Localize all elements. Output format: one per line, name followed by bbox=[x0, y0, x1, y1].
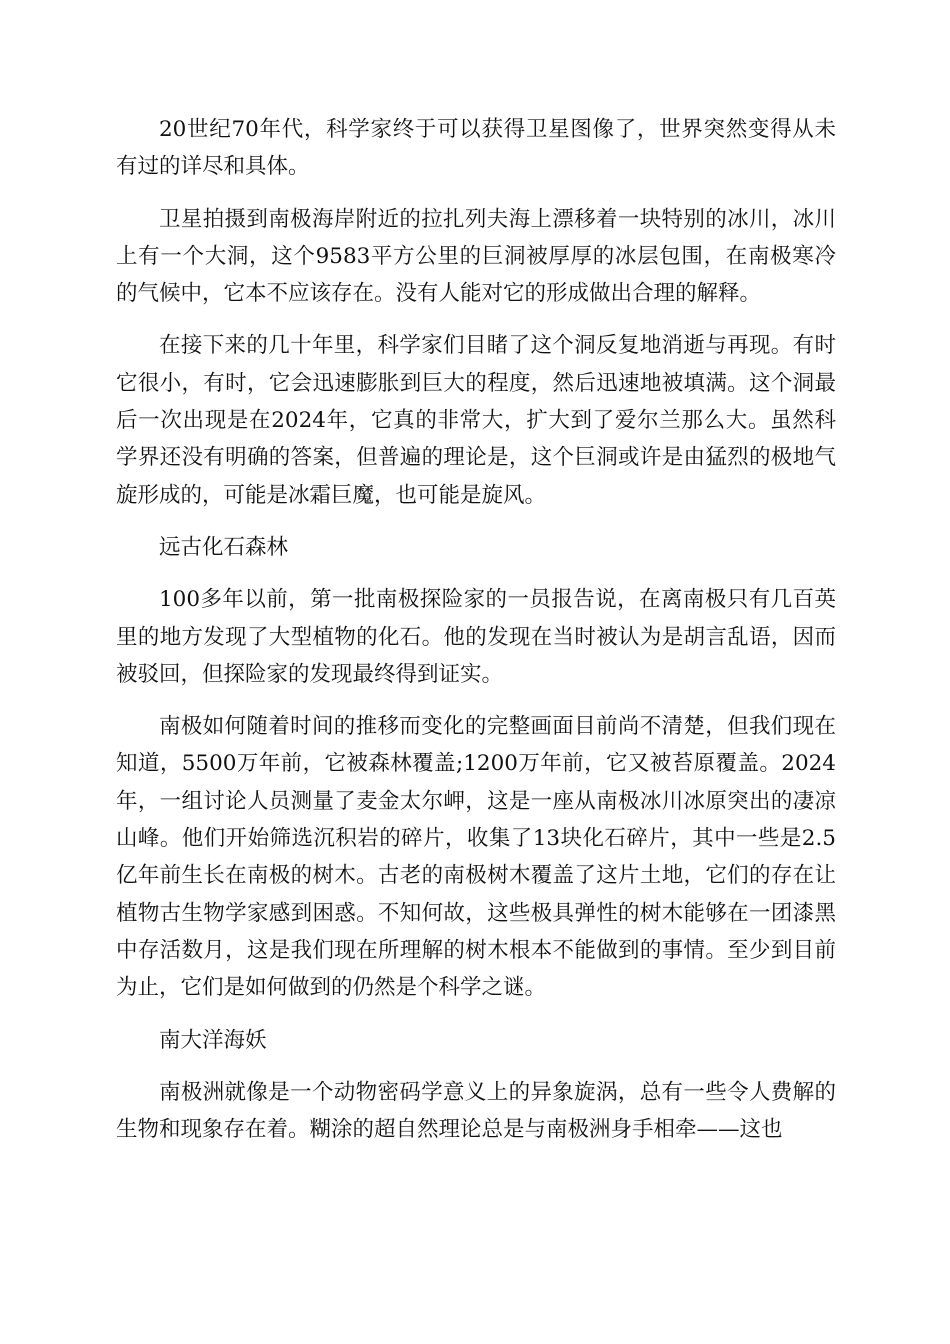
paragraph-cryptozoology: 南极洲就像是一个动物密码学意义上的异象旋涡，总有一些令人费解的生物和现象存在着。糊涂的超自然理论总是与南极洲身手相牵——这也 bbox=[116, 1079, 836, 1143]
paragraph-antarctic-trees: 南极如何随着时间的推移而变化的完整画面目前尚不清楚，但我们现在知道，5500万年前，它被森林覆盖;1200万年前，它又被苔原覆盖。2024年，一组讨论人员测量了麦金太尔岬，这是一座从南极冰川冰原突出的凄凉山峰。他们开始筛选沉积岩的碎片，收集了13块化石碎片，其中一些是2.5亿年前生长在南极的树木。古老的南极树木覆盖了这片土地，它们的存在让植物古生物学家感到困惑。不知何故，这些极具弹性的树木能够在一团漆黑中存活数月，这是我们现在所理解的树木根本不能做到的事情。至少到目前为止，它们是如何做到的仍然是个科学之谜。 bbox=[116, 714, 836, 1001]
paragraph-satellite-images: 20世纪70年代，科学家终于可以获得卫星图像了，世界突然变得从未有过的详尽和具体。 bbox=[116, 117, 836, 180]
section-heading-fossil-forest: 远古化石森林 bbox=[159, 534, 289, 560]
section-heading-sea-monster: 南大洋海妖 bbox=[159, 1027, 267, 1053]
paragraph-hole-recurrence: 在接下来的几十年里，科学家们目睹了这个洞反复地消逝与再现。有时它很小，有时，它会迅速膨胀到巨大的程度，然后迅速地被填满。这个洞最后一次出现是在2024年，它真的非常大，扩大到了爱尔兰那么大。虽然科学界还没有明确的答案，但普遍的理论是，这个巨洞或许是由猛烈的极地气旋形成的，可能是冰霜巨魔，也可能是旋风。 bbox=[116, 333, 836, 508]
paragraph-fossil-discovery: 100多年以前，第一批南极探险家的一员报告说，在离南极只有几百英里的地方发现了大型植物的化石。他的发现在当时被认为是胡言乱语，因而被驳回，但探险家的发现最终得到证实。 bbox=[116, 587, 836, 687]
document-page bbox=[116, 111, 836, 1163]
paragraph-glacier-hole: 卫星拍摄到南极海岸附近的拉扎列夫海上漂移着一块特别的冰川，冰川上有一个大洞，这个9583平方公里的巨洞被厚厚的冰层包围，在南极寒冷的气候中，它本不应该存在。没有人能对它的形成做出合理的解释。 bbox=[116, 206, 836, 307]
